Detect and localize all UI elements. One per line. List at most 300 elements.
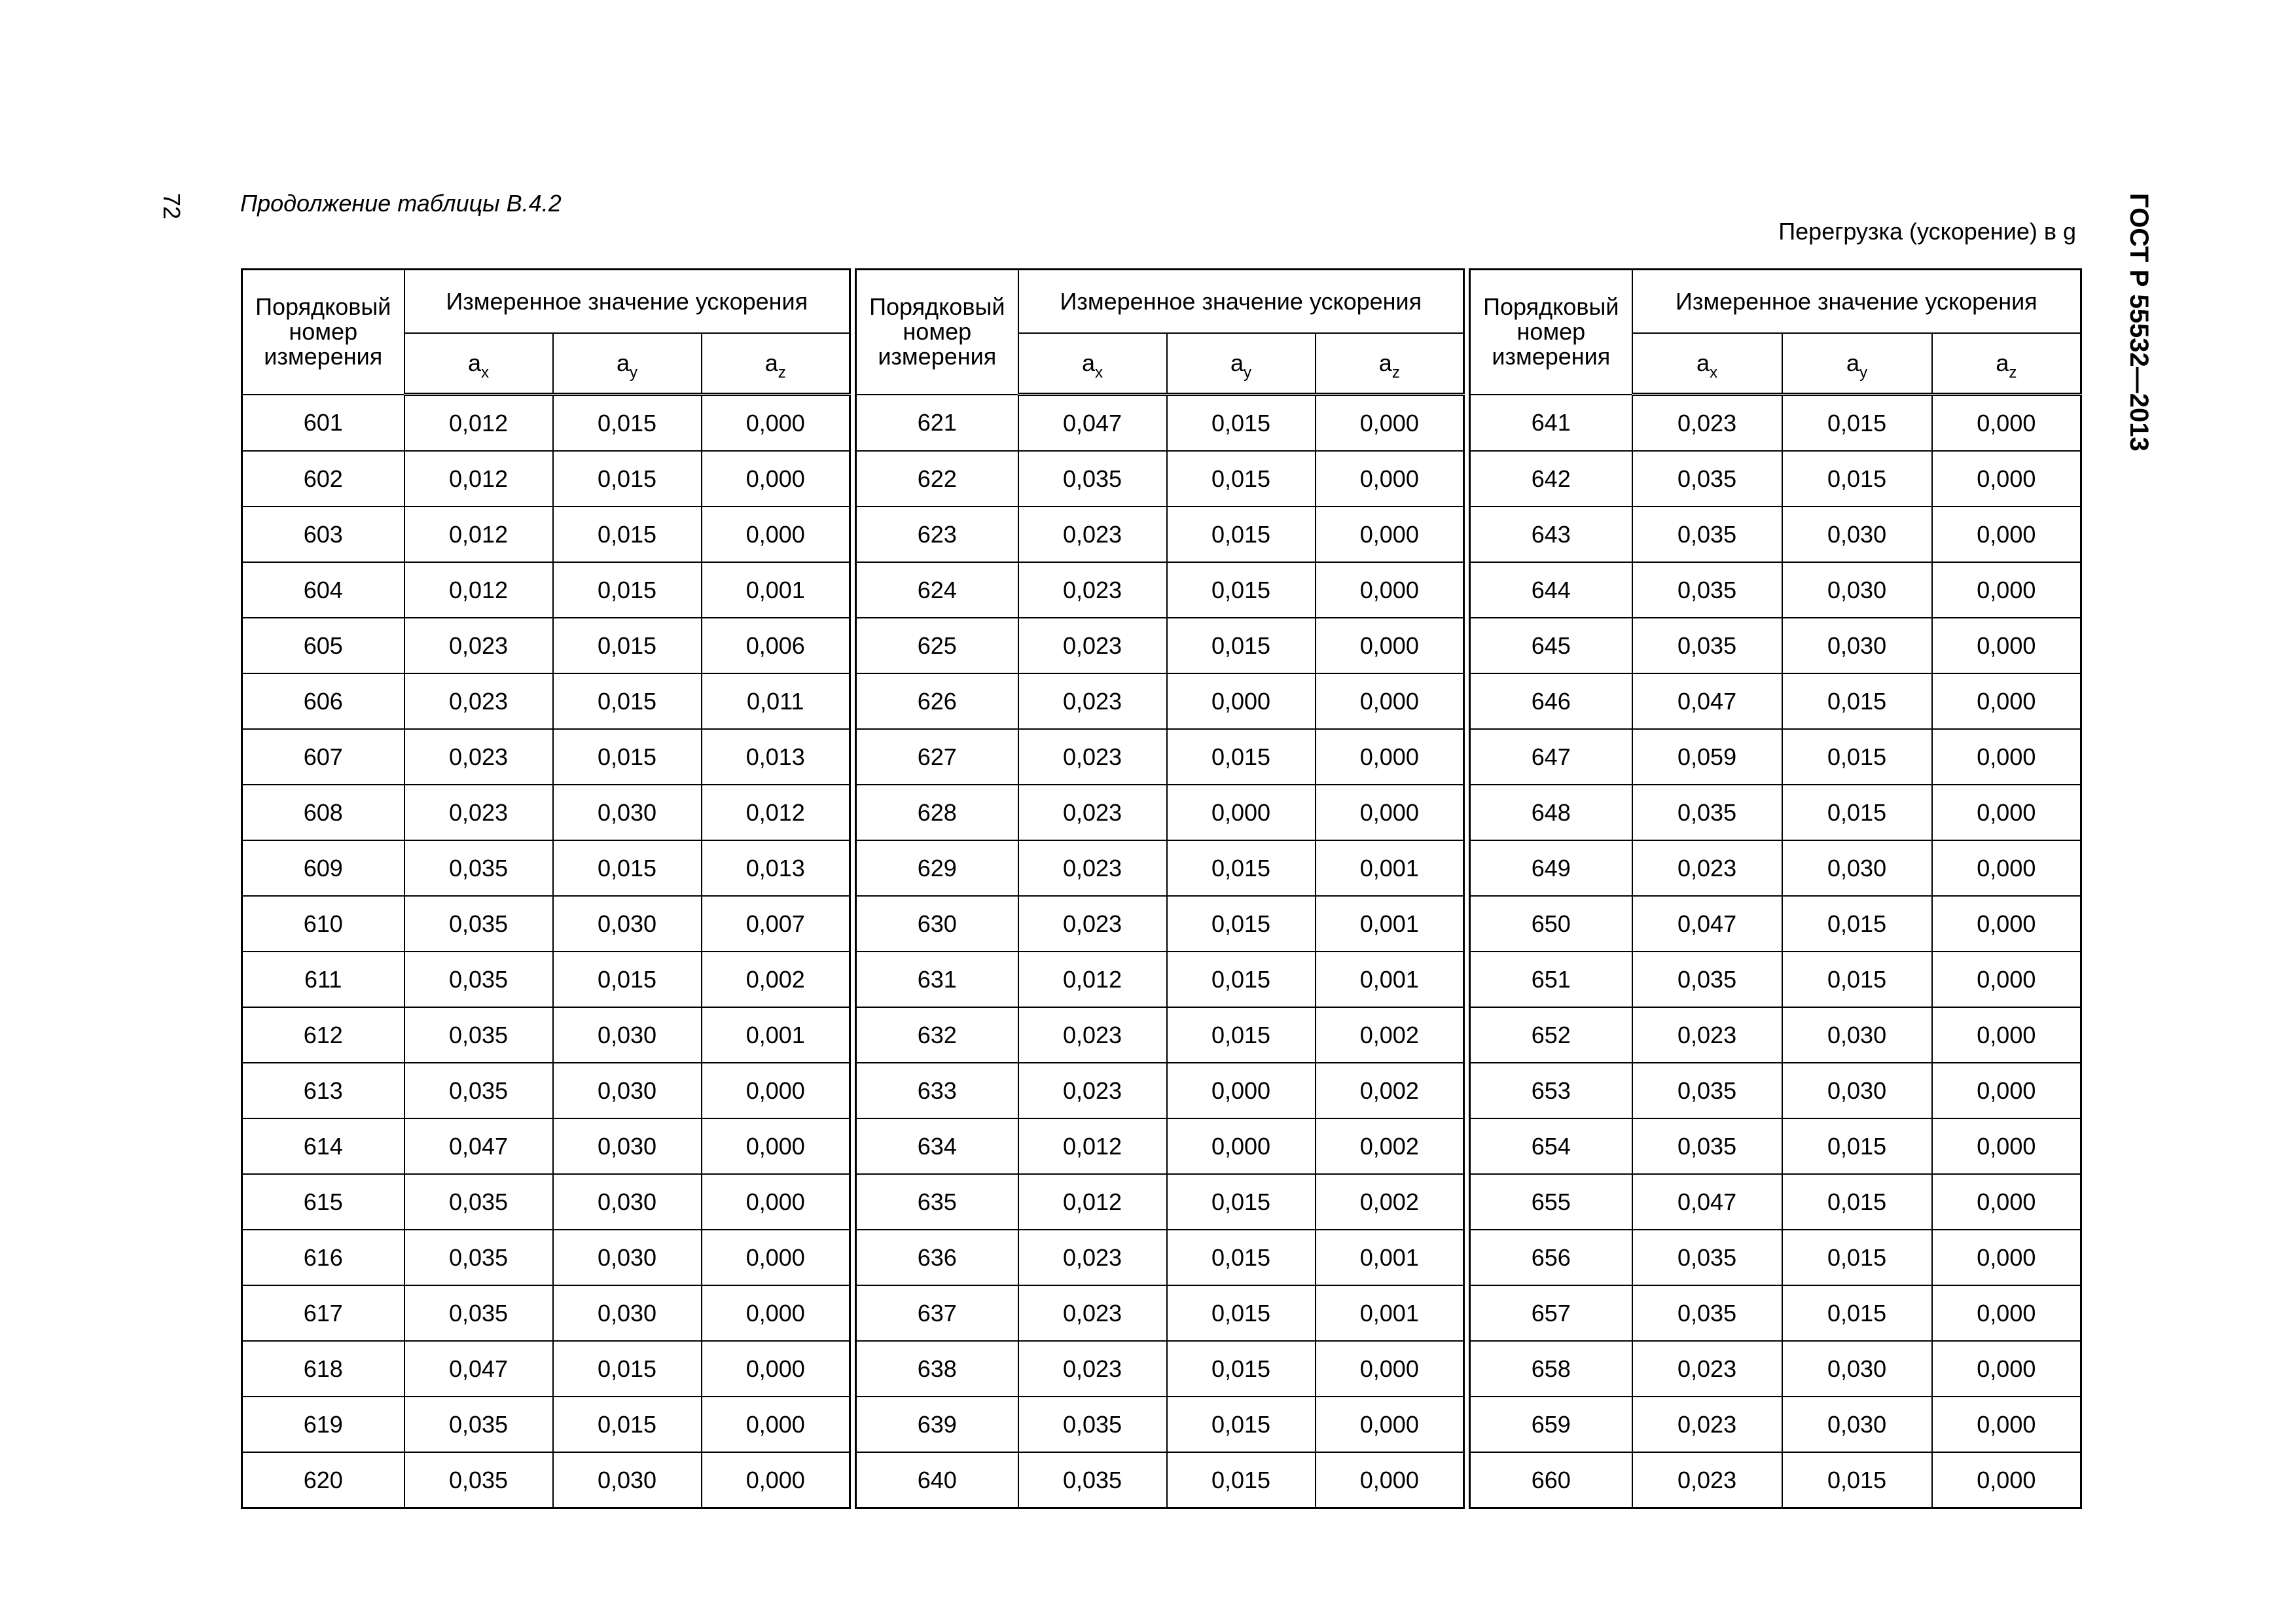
table-row — [242, 562, 850, 618]
cell-ay: 0,030 — [1782, 618, 1932, 673]
cell-az: 0,000 — [1316, 451, 1464, 507]
header-group: Измеренное значение ускорения — [1018, 270, 1464, 334]
table-row — [1470, 507, 2081, 562]
cell-ax: 0,035 — [1632, 507, 1782, 562]
cell-ay: 0,030 — [1782, 507, 1932, 562]
cell-az: 0,000 — [1932, 1397, 2081, 1452]
cell-ay: 0,015 — [1167, 562, 1316, 618]
cell-ay: 0,015 — [1167, 507, 1316, 562]
cell-az: 0,006 — [702, 618, 850, 673]
cell-ax: 0,035 — [404, 1174, 553, 1230]
cell-az: 0,001 — [1316, 1230, 1464, 1285]
cell-index: 654 — [1470, 1118, 1632, 1174]
cell-ax: 0,023 — [1018, 896, 1167, 952]
page-number: 72 — [158, 193, 185, 220]
table-row — [1470, 1174, 2081, 1230]
cell-az: 0,001 — [702, 562, 850, 618]
cell-index: 635 — [856, 1174, 1018, 1230]
cell-ax: 0,023 — [1018, 729, 1167, 785]
cell-az: 0,002 — [1316, 1174, 1464, 1230]
cell-index: 626 — [856, 673, 1018, 729]
table-row — [1470, 785, 2081, 840]
cell-index: 631 — [856, 952, 1018, 1007]
cell-index: 657 — [1470, 1285, 1632, 1341]
cell-index: 622 — [856, 451, 1018, 507]
cell-ax: 0,023 — [1632, 1341, 1782, 1397]
header-ay: $a_y$ — [1782, 333, 1932, 395]
table-row — [856, 673, 1464, 729]
table-row — [1470, 952, 2081, 1007]
cell-index: 607 — [242, 729, 404, 785]
cell-az: 0,000 — [1932, 1285, 2081, 1341]
cell-az: 0,000 — [1316, 1397, 1464, 1452]
cell-index: 633 — [856, 1063, 1018, 1118]
cell-index: 636 — [856, 1230, 1018, 1285]
cell-az: 0,000 — [1316, 729, 1464, 785]
table-row — [856, 1063, 1464, 1118]
cell-ay: 0,015 — [1167, 1452, 1316, 1508]
table-row — [1470, 451, 2081, 507]
table-row — [856, 507, 1464, 562]
cell-ax: 0,047 — [1018, 395, 1167, 452]
header-index: Порядковый номер измерения — [1470, 270, 1632, 395]
cell-ay: 0,030 — [1782, 1007, 1932, 1063]
cell-index: 602 — [242, 451, 404, 507]
table-row — [242, 840, 850, 896]
cell-index: 639 — [856, 1397, 1018, 1452]
table-row — [1470, 673, 2081, 729]
cell-ay: 0,030 — [1782, 1063, 1932, 1118]
cell-ay: 0,015 — [553, 1341, 702, 1397]
cell-ax: 0,023 — [1018, 1063, 1167, 1118]
cell-ax: 0,035 — [404, 1230, 553, 1285]
cell-index: 624 — [856, 562, 1018, 618]
cell-index: 658 — [1470, 1341, 1632, 1397]
cell-ay: 0,015 — [1167, 896, 1316, 952]
units-label: Перегрузка (ускорение) в g — [1778, 218, 2076, 245]
cell-index: 604 — [242, 562, 404, 618]
header-ay: $a_y$ — [1167, 333, 1316, 395]
cell-ay: 0,015 — [1782, 952, 1932, 1007]
cell-index: 641 — [1470, 395, 1632, 452]
header-az: $a_z$ — [1316, 333, 1464, 395]
cell-ay: 0,015 — [553, 507, 702, 562]
cell-index: 613 — [242, 1063, 404, 1118]
cell-ax: 0,023 — [1632, 1452, 1782, 1508]
table-row — [242, 673, 850, 729]
cell-index: 609 — [242, 840, 404, 896]
cell-ay: 0,030 — [553, 1118, 702, 1174]
cell-ax: 0,023 — [1018, 562, 1167, 618]
table-row — [856, 1397, 1464, 1452]
cell-index: 647 — [1470, 729, 1632, 785]
table-row — [856, 952, 1464, 1007]
table-row — [856, 618, 1464, 673]
cell-az: 0,000 — [1932, 562, 2081, 618]
cell-az: 0,013 — [702, 840, 850, 896]
table-row — [1470, 840, 2081, 896]
table-row — [856, 840, 1464, 896]
cell-index: 621 — [856, 395, 1018, 452]
cell-ax: 0,047 — [1632, 673, 1782, 729]
cell-ax: 0,035 — [404, 896, 553, 952]
table-row — [856, 1230, 1464, 1285]
cell-index: 608 — [242, 785, 404, 840]
cell-az: 0,000 — [702, 1341, 850, 1397]
cell-az: 0,000 — [1932, 395, 2081, 452]
cell-ay: 0,030 — [553, 1285, 702, 1341]
cell-az: 0,000 — [1932, 1341, 2081, 1397]
cell-az: 0,002 — [1316, 1063, 1464, 1118]
cell-ax: 0,035 — [1018, 1397, 1167, 1452]
cell-ax: 0,023 — [1018, 618, 1167, 673]
cell-index: 623 — [856, 507, 1018, 562]
cell-ax: 0,023 — [1018, 785, 1167, 840]
header-ay: $a_y$ — [553, 333, 702, 395]
table-row — [242, 1174, 850, 1230]
cell-az: 0,002 — [1316, 1118, 1464, 1174]
cell-ay: 0,015 — [553, 952, 702, 1007]
table-row — [242, 1341, 850, 1397]
table-row — [856, 729, 1464, 785]
cell-ay: 0,015 — [553, 673, 702, 729]
cell-az: 0,000 — [1932, 673, 2081, 729]
cell-index: 611 — [242, 952, 404, 1007]
table-block-2 — [855, 268, 1465, 1509]
table-row — [1470, 1341, 2081, 1397]
cell-az: 0,000 — [1932, 1452, 2081, 1508]
cell-ay: 0,015 — [553, 840, 702, 896]
cell-ax: 0,023 — [1018, 673, 1167, 729]
cell-ay: 0,015 — [1167, 729, 1316, 785]
cell-ax: 0,023 — [1018, 507, 1167, 562]
cell-az: 0,000 — [702, 507, 850, 562]
cell-ay: 0,015 — [1167, 395, 1316, 452]
cell-ax: 0,035 — [1018, 451, 1167, 507]
cell-az: 0,011 — [702, 673, 850, 729]
table-caption: Продолжение таблицы В.4.2 — [240, 190, 562, 217]
table-row — [242, 952, 850, 1007]
cell-az: 0,000 — [702, 1285, 850, 1341]
cell-index: 618 — [242, 1341, 404, 1397]
header-az: $a_z$ — [702, 333, 850, 395]
table-row — [1470, 1397, 2081, 1452]
cell-az: 0,000 — [702, 395, 850, 452]
cell-az: 0,000 — [1932, 618, 2081, 673]
cell-index: 648 — [1470, 785, 1632, 840]
table-row — [1470, 1063, 2081, 1118]
header-ax: $a_x$ — [1632, 333, 1782, 395]
cell-ay: 0,015 — [1782, 451, 1932, 507]
cell-ax: 0,035 — [404, 840, 553, 896]
cell-index: 612 — [242, 1007, 404, 1063]
header-index: Порядковый номер измерения — [242, 270, 404, 395]
cell-az: 0,012 — [702, 785, 850, 840]
cell-index: 620 — [242, 1452, 404, 1508]
cell-ay: 0,000 — [1167, 785, 1316, 840]
table-row — [856, 1174, 1464, 1230]
table-row — [856, 1007, 1464, 1063]
cell-az: 0,000 — [1316, 1452, 1464, 1508]
header-ax: $a_x$ — [404, 333, 553, 395]
table-row — [856, 395, 1464, 452]
cell-ay: 0,015 — [553, 562, 702, 618]
cell-ay: 0,000 — [1167, 1118, 1316, 1174]
cell-ax: 0,047 — [404, 1341, 553, 1397]
table-row — [242, 729, 850, 785]
table-row — [1470, 395, 2081, 452]
table-row — [856, 451, 1464, 507]
cell-az: 0,001 — [1316, 952, 1464, 1007]
cell-ay: 0,015 — [1167, 618, 1316, 673]
cell-az: 0,000 — [1316, 785, 1464, 840]
cell-index: 632 — [856, 1007, 1018, 1063]
table-row — [1470, 1007, 2081, 1063]
cell-az: 0,000 — [702, 1230, 850, 1285]
cell-az: 0,013 — [702, 729, 850, 785]
header-index: Порядковый номер измерения — [856, 270, 1018, 395]
cell-az: 0,000 — [702, 1452, 850, 1508]
table-row — [1470, 1118, 2081, 1174]
table-row — [856, 1285, 1464, 1341]
cell-ay: 0,015 — [1782, 1118, 1932, 1174]
cell-ax: 0,035 — [1632, 618, 1782, 673]
header-group: Измеренное значение ускорения — [404, 270, 850, 334]
cell-ay: 0,015 — [1167, 1230, 1316, 1285]
cell-ax: 0,035 — [404, 1452, 553, 1508]
table-row — [856, 1452, 1464, 1508]
cell-index: 649 — [1470, 840, 1632, 896]
cell-index: 651 — [1470, 952, 1632, 1007]
cell-index: 656 — [1470, 1230, 1632, 1285]
cell-az: 0,000 — [702, 1174, 850, 1230]
cell-ay: 0,030 — [1782, 840, 1932, 896]
cell-index: 660 — [1470, 1452, 1632, 1508]
cell-ax: 0,035 — [1632, 451, 1782, 507]
cell-index: 653 — [1470, 1063, 1632, 1118]
cell-ay: 0,015 — [1167, 1007, 1316, 1063]
cell-index: 627 — [856, 729, 1018, 785]
cell-ax: 0,012 — [404, 451, 553, 507]
cell-index: 634 — [856, 1118, 1018, 1174]
cell-index: 644 — [1470, 562, 1632, 618]
cell-ay: 0,015 — [1782, 1230, 1932, 1285]
cell-ay: 0,030 — [553, 1230, 702, 1285]
cell-ax: 0,023 — [404, 729, 553, 785]
cell-index: 606 — [242, 673, 404, 729]
cell-index: 601 — [242, 395, 404, 452]
header-ax: $a_x$ — [1018, 333, 1167, 395]
table-row — [856, 896, 1464, 952]
cell-az: 0,002 — [1316, 1007, 1464, 1063]
cell-ax: 0,035 — [1018, 1452, 1167, 1508]
cell-az: 0,000 — [702, 1118, 850, 1174]
table-row — [242, 507, 850, 562]
cell-az: 0,001 — [1316, 1285, 1464, 1341]
table-row — [856, 785, 1464, 840]
cell-ay: 0,030 — [1782, 1341, 1932, 1397]
cell-index: 640 — [856, 1452, 1018, 1508]
cell-ay: 0,015 — [1782, 1452, 1932, 1508]
cell-ay: 0,030 — [553, 1174, 702, 1230]
cell-index: 659 — [1470, 1397, 1632, 1452]
cell-az: 0,000 — [1932, 896, 2081, 952]
cell-ay: 0,030 — [553, 1063, 702, 1118]
table-row — [242, 1230, 850, 1285]
table-block-3 — [1469, 268, 2082, 1509]
cell-ay: 0,030 — [553, 1452, 702, 1508]
cell-ax: 0,012 — [404, 395, 553, 452]
table-row — [242, 1452, 850, 1508]
cell-ax: 0,035 — [1632, 562, 1782, 618]
cell-ax: 0,035 — [1632, 1118, 1782, 1174]
table-row — [856, 562, 1464, 618]
cell-az: 0,000 — [702, 1397, 850, 1452]
cell-index: 645 — [1470, 618, 1632, 673]
cell-ay: 0,015 — [1782, 395, 1932, 452]
cell-ay: 0,030 — [1782, 562, 1932, 618]
cell-ax: 0,023 — [404, 673, 553, 729]
cell-index: 652 — [1470, 1007, 1632, 1063]
cell-az: 0,000 — [1932, 1230, 2081, 1285]
cell-index: 655 — [1470, 1174, 1632, 1230]
cell-index: 617 — [242, 1285, 404, 1341]
cell-ax: 0,012 — [404, 507, 553, 562]
cell-index: 637 — [856, 1285, 1018, 1341]
cell-ay: 0,015 — [1167, 1397, 1316, 1452]
cell-ay: 0,030 — [553, 1007, 702, 1063]
cell-ay: 0,015 — [1167, 451, 1316, 507]
cell-index: 619 — [242, 1397, 404, 1452]
cell-az: 0,000 — [1932, 729, 2081, 785]
cell-ax: 0,023 — [1632, 1397, 1782, 1452]
header-az: $a_z$ — [1932, 333, 2081, 395]
cell-ax: 0,035 — [1632, 952, 1782, 1007]
cell-az: 0,000 — [1932, 785, 2081, 840]
cell-ay: 0,015 — [1167, 952, 1316, 1007]
table-row — [1470, 1230, 2081, 1285]
cell-ay: 0,015 — [1167, 1174, 1316, 1230]
cell-az: 0,001 — [1316, 896, 1464, 952]
cell-az: 0,000 — [702, 451, 850, 507]
cell-ax: 0,023 — [1018, 1230, 1167, 1285]
cell-ax: 0,035 — [404, 1285, 553, 1341]
cell-index: 646 — [1470, 673, 1632, 729]
cell-index: 643 — [1470, 507, 1632, 562]
cell-ay: 0,015 — [553, 618, 702, 673]
cell-ax: 0,012 — [1018, 952, 1167, 1007]
table-row — [856, 1118, 1464, 1174]
cell-az: 0,000 — [1316, 618, 1464, 673]
cell-ax: 0,023 — [1632, 840, 1782, 896]
cell-ay: 0,015 — [553, 1397, 702, 1452]
cell-ax: 0,023 — [1018, 1007, 1167, 1063]
table-row — [1470, 1285, 2081, 1341]
cell-index: 628 — [856, 785, 1018, 840]
table-row — [242, 1285, 850, 1341]
cell-az: 0,000 — [1932, 952, 2081, 1007]
cell-index: 615 — [242, 1174, 404, 1230]
cell-index: 642 — [1470, 451, 1632, 507]
cell-ax: 0,035 — [1632, 1063, 1782, 1118]
cell-ax: 0,012 — [1018, 1174, 1167, 1230]
cell-ay: 0,015 — [1167, 1285, 1316, 1341]
cell-az: 0,000 — [1932, 1007, 2081, 1063]
cell-ax: 0,035 — [1632, 1230, 1782, 1285]
cell-az: 0,001 — [702, 1007, 850, 1063]
cell-ay: 0,015 — [553, 729, 702, 785]
cell-index: 610 — [242, 896, 404, 952]
cell-az: 0,007 — [702, 896, 850, 952]
cell-ax: 0,023 — [1632, 1007, 1782, 1063]
cell-ay: 0,015 — [1782, 896, 1932, 952]
table-row — [1470, 1452, 2081, 1508]
header-group: Измеренное значение ускорения — [1632, 270, 2081, 334]
cell-ay: 0,015 — [1782, 785, 1932, 840]
cell-ax: 0,012 — [1018, 1118, 1167, 1174]
cell-index: 638 — [856, 1341, 1018, 1397]
document-id: ГОСТ Р 55532—2013 — [2125, 193, 2153, 452]
cell-az: 0,000 — [1316, 507, 1464, 562]
cell-ay: 0,015 — [1782, 729, 1932, 785]
cell-index: 630 — [856, 896, 1018, 952]
cell-ax: 0,035 — [1632, 785, 1782, 840]
cell-az: 0,000 — [1316, 1341, 1464, 1397]
cell-ax: 0,047 — [1632, 1174, 1782, 1230]
table-row — [242, 1007, 850, 1063]
cell-ax: 0,035 — [404, 1063, 553, 1118]
cell-ax: 0,047 — [1632, 896, 1782, 952]
table-row — [242, 785, 850, 840]
cell-az: 0,000 — [702, 1063, 850, 1118]
cell-az: 0,000 — [1932, 1118, 2081, 1174]
cell-az: 0,001 — [1316, 840, 1464, 896]
cell-ay: 0,000 — [1167, 1063, 1316, 1118]
cell-az: 0,002 — [702, 952, 850, 1007]
table-block-1 — [241, 268, 851, 1509]
cell-ay: 0,030 — [1782, 1397, 1932, 1452]
table-row — [242, 1397, 850, 1452]
cell-az: 0,000 — [1932, 1174, 2081, 1230]
cell-ay: 0,000 — [1167, 673, 1316, 729]
cell-az: 0,000 — [1932, 1063, 2081, 1118]
cell-az: 0,000 — [1316, 562, 1464, 618]
cell-ax: 0,023 — [1018, 1341, 1167, 1397]
table-row — [242, 451, 850, 507]
cell-az: 0,000 — [1932, 451, 2081, 507]
cell-ay: 0,015 — [553, 395, 702, 452]
table-row — [242, 1063, 850, 1118]
data-tables — [241, 268, 2076, 1509]
cell-ax: 0,047 — [404, 1118, 553, 1174]
cell-ay: 0,030 — [553, 785, 702, 840]
table-row — [242, 1118, 850, 1174]
table-row — [1470, 562, 2081, 618]
cell-az: 0,000 — [1932, 507, 2081, 562]
cell-az: 0,000 — [1932, 840, 2081, 896]
table-row — [242, 395, 850, 452]
cell-index: 605 — [242, 618, 404, 673]
cell-ay: 0,015 — [553, 451, 702, 507]
cell-ax: 0,023 — [404, 618, 553, 673]
cell-index: 629 — [856, 840, 1018, 896]
cell-az: 0,000 — [1316, 673, 1464, 729]
table-row — [856, 1341, 1464, 1397]
table-row — [1470, 896, 2081, 952]
cell-ax: 0,035 — [1632, 1285, 1782, 1341]
table-row — [1470, 729, 2081, 785]
cell-ay: 0,015 — [1782, 1285, 1932, 1341]
